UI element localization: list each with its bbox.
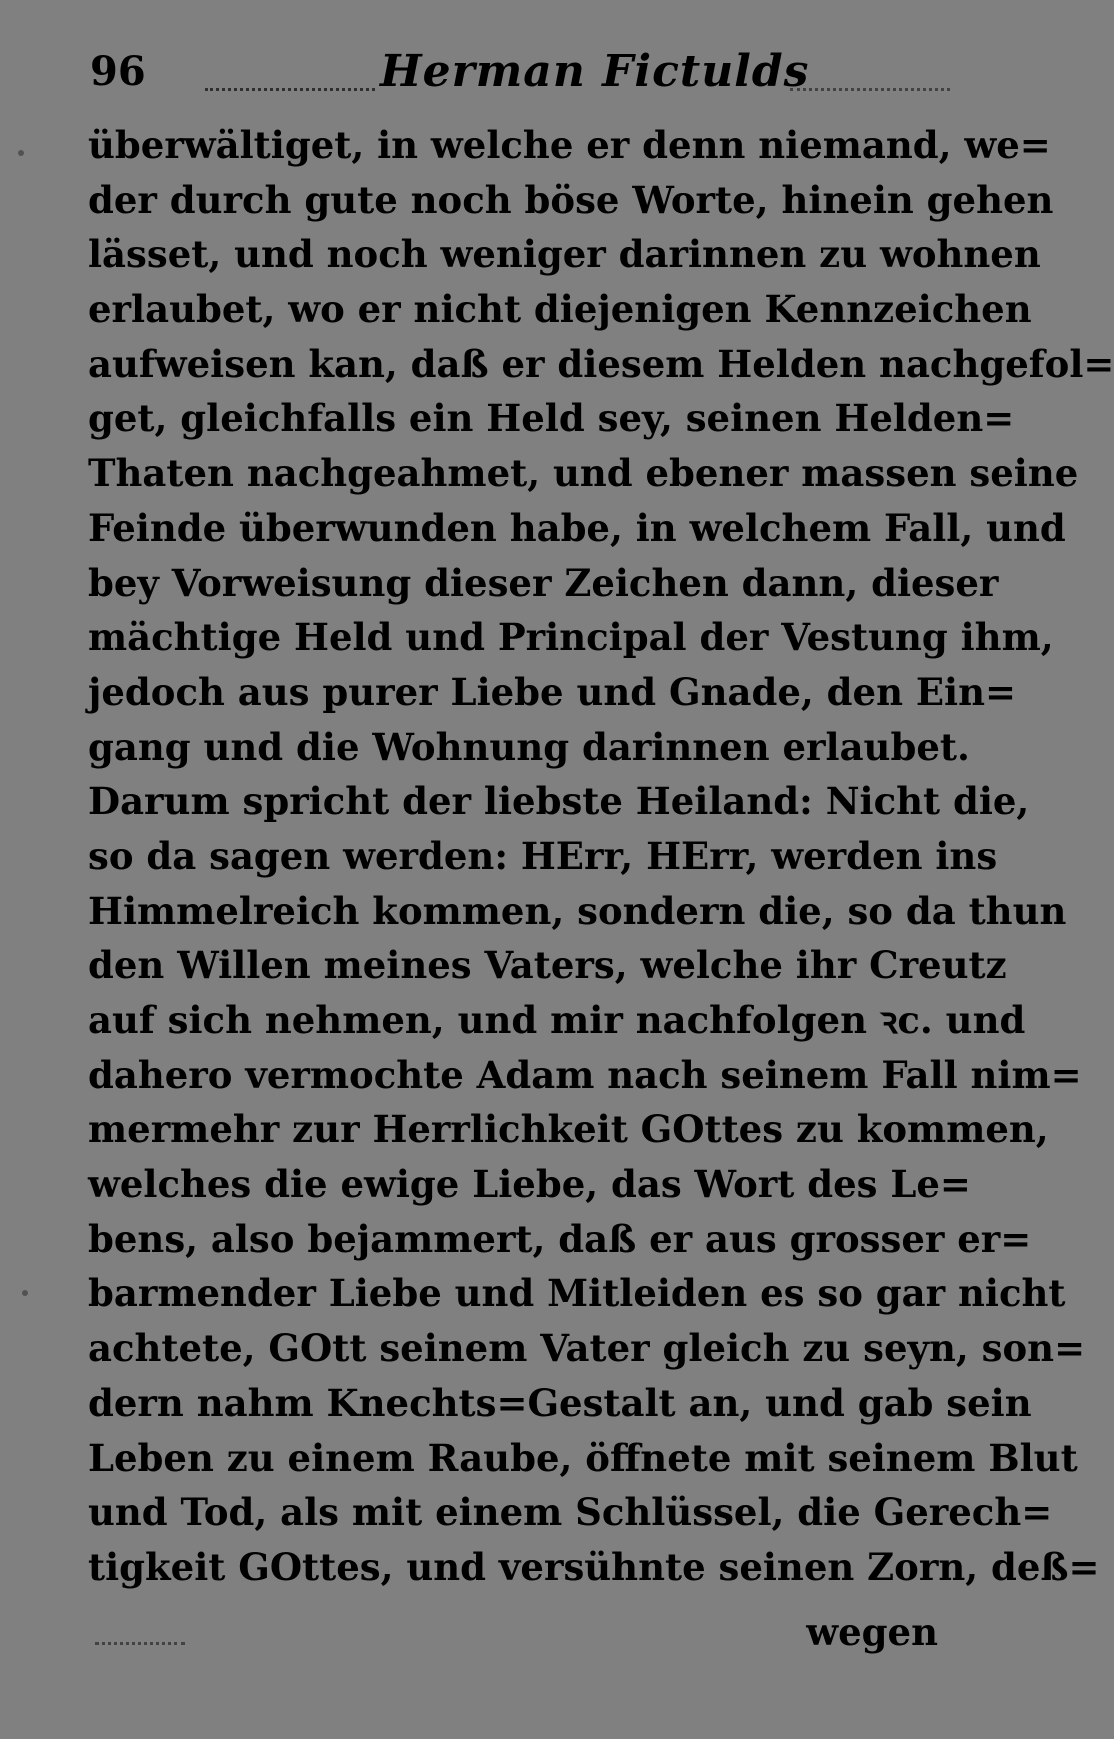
catchword: wegen <box>806 1610 938 1654</box>
text-line: der durch gute noch böse Worte, hinein gehen <box>88 177 1054 222</box>
text-line: überwältiget, in welche er denn niemand, we= <box>88 123 1051 167</box>
text-line: und Tod, als mit einem Schlüssel, die Gerech= <box>88 1490 1053 1535</box>
margin-speck <box>18 150 24 156</box>
text-line: erlaubet, wo er nicht diejenigen Kennzeichen <box>88 287 1032 332</box>
page-number: 96 <box>90 48 146 95</box>
text-line: Himmelreich kommen, sondern die, so da thun <box>88 888 1067 933</box>
text-line: auf sich nehmen, und mir nachfolgen ꝛc. und <box>88 998 1026 1042</box>
page-header <box>90 42 950 102</box>
text-line: mächtige Held und Principal der Vestung ihm, <box>88 615 1054 660</box>
text-line: aufweisen kan, daß er diesem Helden nachgefol= <box>88 341 1114 386</box>
body-text <box>88 118 1114 1595</box>
text-line: bens, also bejammert, daß er aus grosser er= <box>88 1216 1032 1261</box>
header-ornament-left <box>205 58 375 91</box>
running-title: Herman Fictulds <box>380 46 810 97</box>
text-line: lässet, und noch weniger darinnen zu wohnen <box>88 232 1041 277</box>
text-line: jedoch aus purer Liebe und Gnade, den Ein= <box>88 669 1017 714</box>
header-ornament-right <box>790 58 950 91</box>
text-line: bey Vorweisung dieser Zeichen dann, dieser <box>88 560 999 605</box>
margin-speck <box>22 1290 28 1296</box>
text-line: get, gleichfalls ein Held sey, seinen Helden= <box>88 396 1015 441</box>
text-line: gang und die Wohnung darinnen erlaubet. <box>88 724 970 769</box>
footer-ornament <box>95 1632 185 1645</box>
text-line: Darum spricht der liebste Heiland: Nicht die, <box>88 779 1030 824</box>
text-line: barmender Liebe und Mitleiden es so gar nicht <box>88 1271 1066 1316</box>
text-line: Thaten nachgeahmet, und ebener massen seine <box>88 451 1079 496</box>
text-line: mermehr zur Herrlichkeit GOttes zu kommen, <box>88 1107 1049 1152</box>
text-line: so da sagen werden: HErr, HErr, werden ins <box>88 833 998 878</box>
text-line: dern nahm Knechts=Gestalt an, und gab sein <box>88 1380 1032 1425</box>
text-line: welches die ewige Liebe, das Wort des Le= <box>88 1162 971 1207</box>
text-line: Feinde überwunden habe, in welchem Fall, und <box>88 505 1066 550</box>
text-line: Leben zu einem Raube, öffnete mit seinem Blut <box>88 1435 1078 1480</box>
text-line: achtete, GOtt seinem Vater gleich zu seyn, son= <box>88 1326 1086 1371</box>
text-line: dahero vermochte Adam nach seinem Fall nim= <box>88 1052 1082 1097</box>
text-line: den Willen meines Vaters, welche ihr Creutz <box>88 943 1007 988</box>
text-line: tigkeit GOttes, und versühnte seinen Zorn, deß= <box>88 1544 1100 1589</box>
